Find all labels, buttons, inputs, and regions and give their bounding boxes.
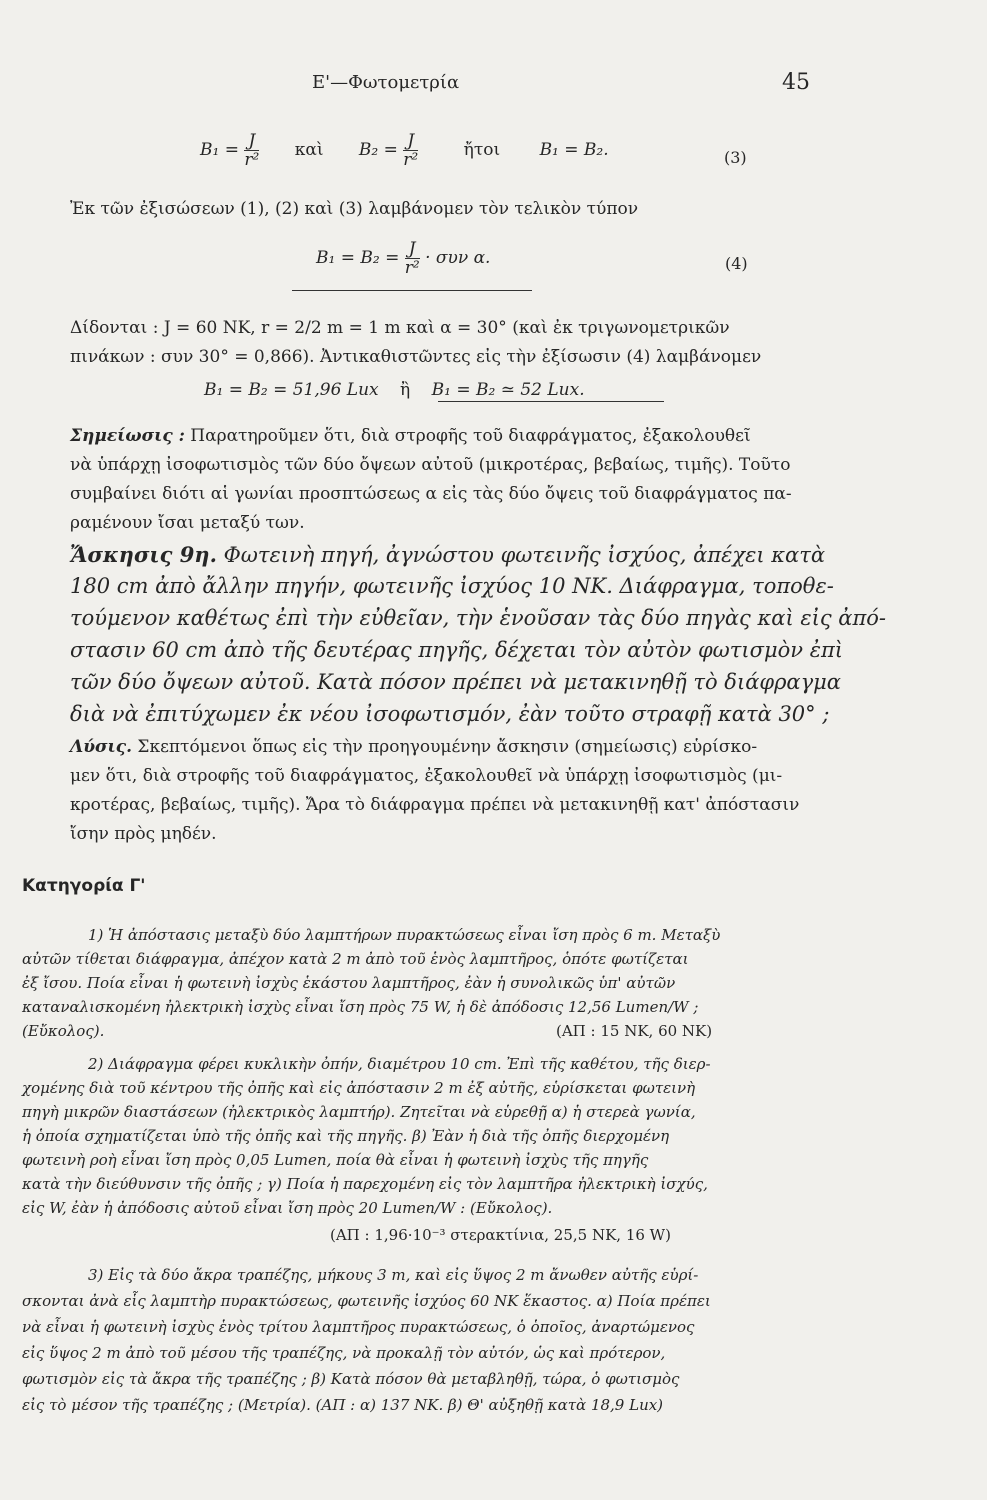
exercise-line-4: στασιν 60 cm ἀπὸ τῆς δευτέρας πηγῆς, δέχεται τὸν αὐτὸν φωτισμὸν ἐπὶ — [70, 638, 844, 662]
eq4-frac-denominator: r² — [404, 258, 420, 278]
exercise-line-5: τῶν δύο ὄψεων αὐτοῦ. Κατὰ πόσον πρέπει νὰ μετακινηθῇ τὸ διάφραγμα — [70, 670, 841, 694]
problem2-line-2: χομένης διὰ τοῦ κέντρου τῆς ὀπῆς καὶ εἰς ἀπόστασιν 2 m ἐξ αὐτῆς, εὑρίσκεται φωτεινὴ — [22, 1079, 696, 1097]
eq3-word: ἤτοι — [463, 140, 501, 160]
equation-3-number: (3) — [724, 148, 747, 167]
exercise-text-1: Φωτεινὴ πηγή, ἀγνώστου φωτεινῆς ἰσχύος, ἀπέχει κατὰ — [223, 543, 826, 567]
problem2-line-3: πηγὴ μικρῶν διαστάσεων (ἠλεκτρικὸς λαμπτήρ). Ζητεῖται νὰ εὑρεθῇ α) ἡ στερεὰ γωνία, — [22, 1103, 696, 1121]
eq3-frac2-numerator: J — [403, 132, 418, 151]
intro-line: Ἐκ τῶν ἐξισώσεων (1), (2) καὶ (3) λαμβάνομεν τὸν τελικὸν τύπον — [70, 199, 639, 219]
solution-label: Λύσις. — [70, 737, 133, 757]
running-header: Ε'—Φωτομετρία — [312, 72, 460, 93]
page-number: 45 — [782, 70, 810, 95]
problem1-answer: (ΑΠ : 15 ΝΚ, 60 ΝΚ) — [556, 1022, 713, 1040]
eq3-fraction-2 — [403, 132, 418, 169]
eq3-frac2-denominator: r² — [403, 150, 419, 170]
equation-4 — [316, 240, 490, 277]
problem1-line-3: ἐξ ἴσου. Ποία εἶναι ἡ φωτεινὴ ἰσχὺς ἑκάστου λαμπτῆρος, ἐὰν ἡ συνολικῶς ὑπ' αὐτῶν — [22, 974, 676, 992]
note-line-3: συμβαίνει διότι αἱ γωνίαι προσπτώσεως α εἰς τὰς δύο ὄψεις τοῦ διαφράγματος πα- — [70, 484, 792, 504]
problem3-line-2: σκονται ἀνὰ εἷς λαμπτὴρ πυρακτώσεως, φωτεινῆς ἰσχύος 60 ΝΚ ἕκαστος. α) Ποία πρέπει — [22, 1292, 711, 1310]
category-heading: Κατηγορία Γ' — [22, 876, 146, 896]
note-text-1: Παρατηροῦμεν ὅτι, διὰ στροφῆς τοῦ διαφράγματος, ἐξακολουθεῖ — [190, 426, 751, 446]
equation-4-number: (4) — [725, 254, 748, 273]
exercise-line-2: 180 cm ἀπὸ ἄλλην πηγήν, φωτεινῆς ἰσχύος 10 ΝΚ. Διάφραγμα, τοποθε- — [70, 574, 834, 598]
eq4-rhs: · συν α. — [425, 248, 491, 268]
eq3-lhs1: B₁ = — [200, 140, 239, 160]
problem2-line-7: εἰς W, ἐὰν ἡ ἀπόδοσις αὐτοῦ εἶναι ἴση πρὸς 20 Lumen/W : (Εὔκολος). — [22, 1199, 553, 1217]
note-label: Σημείωσις : — [70, 426, 185, 446]
eq4-fraction — [405, 240, 420, 277]
eq3-relation: B₁ = B₂. — [539, 140, 609, 160]
result-or: ἢ — [400, 380, 411, 400]
problem2-line-1: 2) Διάφραγμα φέρει κυκλικὴν ὀπήν, διαμέτρου 10 cm. Ἐπὶ τῆς καθέτου, τῆς διερ- — [88, 1055, 711, 1073]
result-right: B₁ = B₂ ≃ 52 Lux. — [431, 380, 585, 400]
result-underline — [438, 401, 664, 402]
eq3-fraction-1 — [244, 132, 259, 169]
note-line-1 — [70, 426, 751, 446]
equation-4-underline — [292, 290, 532, 291]
solution-line-4: ἴσην πρὸς μηδέν. — [70, 824, 217, 844]
note-line-4: ραμένουν ἴσαι μεταξύ των. — [70, 513, 305, 533]
given-line-1: Δίδονται : J = 60 ΝΚ, r = 2/2 m = 1 m καὶ α = 30° (καὶ ἐκ τριγωνομετρικῶν — [70, 318, 730, 338]
problem1-line-5: (Εὔκολος). — [22, 1022, 105, 1040]
problem2-answer: (ΑΠ : 1,96·10⁻³ στερακτίνια, 25,5 ΝΚ, 16 W) — [330, 1226, 671, 1244]
problem2-line-5: φωτεινὴ ροὴ εἶναι ἴση πρὸς 0,05 Lumen, ποία θὰ εἶναι ἡ φωτεινὴ ἰσχὺς τῆς πηγῆς — [22, 1151, 649, 1169]
problem2-line-4: ἡ ὁποία σχηματίζεται ὑπὸ τῆς ὀπῆς καὶ τῆς πηγῆς. β) Ἐὰν ἡ διὰ τῆς ὀπῆς διερχομένη — [22, 1127, 670, 1145]
equation-3 — [200, 132, 609, 169]
problem3-line-1: 3) Εἰς τὰ δύο ἄκρα τραπέζης, μήκους 3 m, καὶ εἰς ὕψος 2 m ἄνωθεν αὐτῆς εὑρί- — [88, 1266, 699, 1284]
problem3-line-6: εἰς τὸ μέσον τῆς τραπέζης ; (Μετρία). (ΑΠ : α) 137 ΝΚ. β) Θ' αὐξηθῇ κατὰ 18,9 Lux) — [22, 1396, 664, 1414]
eq3-frac1-numerator: J — [244, 132, 259, 151]
note-line-2: νὰ ὑπάρχῃ ἰσοφωτισμὸς τῶν δύο ὄψεων αὐτοῦ (μικροτέρας, βεβαίως, τιμῆς). Τοῦτο — [70, 455, 791, 475]
eq3-conjunction: καὶ — [294, 140, 324, 160]
problem1-line-4: καταναλισκομένη ἠλεκτρικὴ ἰσχὺς εἶναι ἴση πρὸς 75 W, ἡ δὲ ἀπόδοσις 12,56 Lumen/W ; — [22, 998, 699, 1016]
exercise-label: Ἄσκησις 9η. — [70, 542, 217, 567]
problem1-line-2: αὐτῶν τίθεται διάφραγμα, ἀπέχον κατὰ 2 m ἀπὸ τοῦ ἑνὸς λαμπτῆρος, ὁπότε φωτίζεται — [22, 950, 689, 968]
exercise-line-1 — [70, 542, 825, 567]
problem1-line-1: 1) Ἡ ἀπόστασις μεταξὺ δύο λαμπτήρων πυρακτώσεως εἶναι ἴση πρὸς 6 m. Μεταξὺ — [88, 926, 721, 944]
eq3-frac1-denominator: r² — [244, 150, 260, 170]
problem3-line-5: φωτισμὸν εἰς τὰ ἄκρα τῆς τραπέζης ; β) Κατὰ πόσον θὰ μεταβληθῇ, τώρα, ὁ φωτισμὸς — [22, 1370, 680, 1388]
problem2-line-6: κατὰ τὴν διεύθυνσιν τῆς ὀπῆς ; γ) Ποία ἡ παρεχομένη εἰς τὸν λαμπτῆρα ἠλεκτρικὴ ἰσχύς, — [22, 1175, 708, 1193]
exercise-line-3: τούμενον καθέτως ἐπὶ τὴν εὐθεῖαν, τὴν ἑνοῦσαν τὰς δύο πηγὰς καὶ εἰς ἀπό- — [70, 606, 887, 630]
solution-line-1 — [70, 737, 757, 757]
solution-line-2: μεν ὅτι, διὰ στροφῆς τοῦ διαφράγματος, ἐξακολουθεῖ νὰ ὑπάρχῃ ἰσοφωτισμὸς (μι- — [70, 766, 783, 786]
eq3-lhs2: B₂ = — [358, 140, 398, 160]
eq4-frac-numerator: J — [405, 240, 420, 259]
eq4-lhs: B₁ = B₂ = — [316, 248, 400, 268]
exercise-line-6: διὰ νὰ ἐπιτύχωμεν ἐκ νέου ἰσοφωτισμόν, ἐὰν τοῦτο στραφῇ κατὰ 30° ; — [70, 702, 830, 726]
result-line — [204, 380, 585, 400]
solution-text-1: Σκεπτόμενοι ὅπως εἰς τὴν προηγουμένην ἄσκησιν (σημείωσις) εὑρίσκο- — [137, 737, 758, 757]
problem3-line-4: εἰς ὕψος 2 m ἀπὸ τοῦ μέσου τῆς τραπέζης, νὰ προκαλῇ τὸν αὐτόν, ὡς καὶ πρότερον, — [22, 1344, 666, 1362]
solution-line-3: κροτέρας, βεβαίως, τιμῆς). Ἄρα τὸ διάφραγμα πρέπει νὰ μετακινηθῇ κατ' ἀπόστασιν — [70, 795, 800, 815]
problem3-line-3: νὰ εἶναι ἡ φωτεινὴ ἰσχὺς ἑνὸς τρίτου λαμπτῆρος πυρακτώσεως, ὁ ὁποῖος, ἀναρτώμενος — [22, 1318, 695, 1336]
given-line-2: πινάκων : συν 30° = 0,866). Ἀντικαθιστῶντες εἰς τὴν ἐξίσωσιν (4) λαμβάνομεν — [70, 347, 762, 367]
result-left: B₁ = B₂ = 51,96 Lux — [204, 380, 379, 400]
